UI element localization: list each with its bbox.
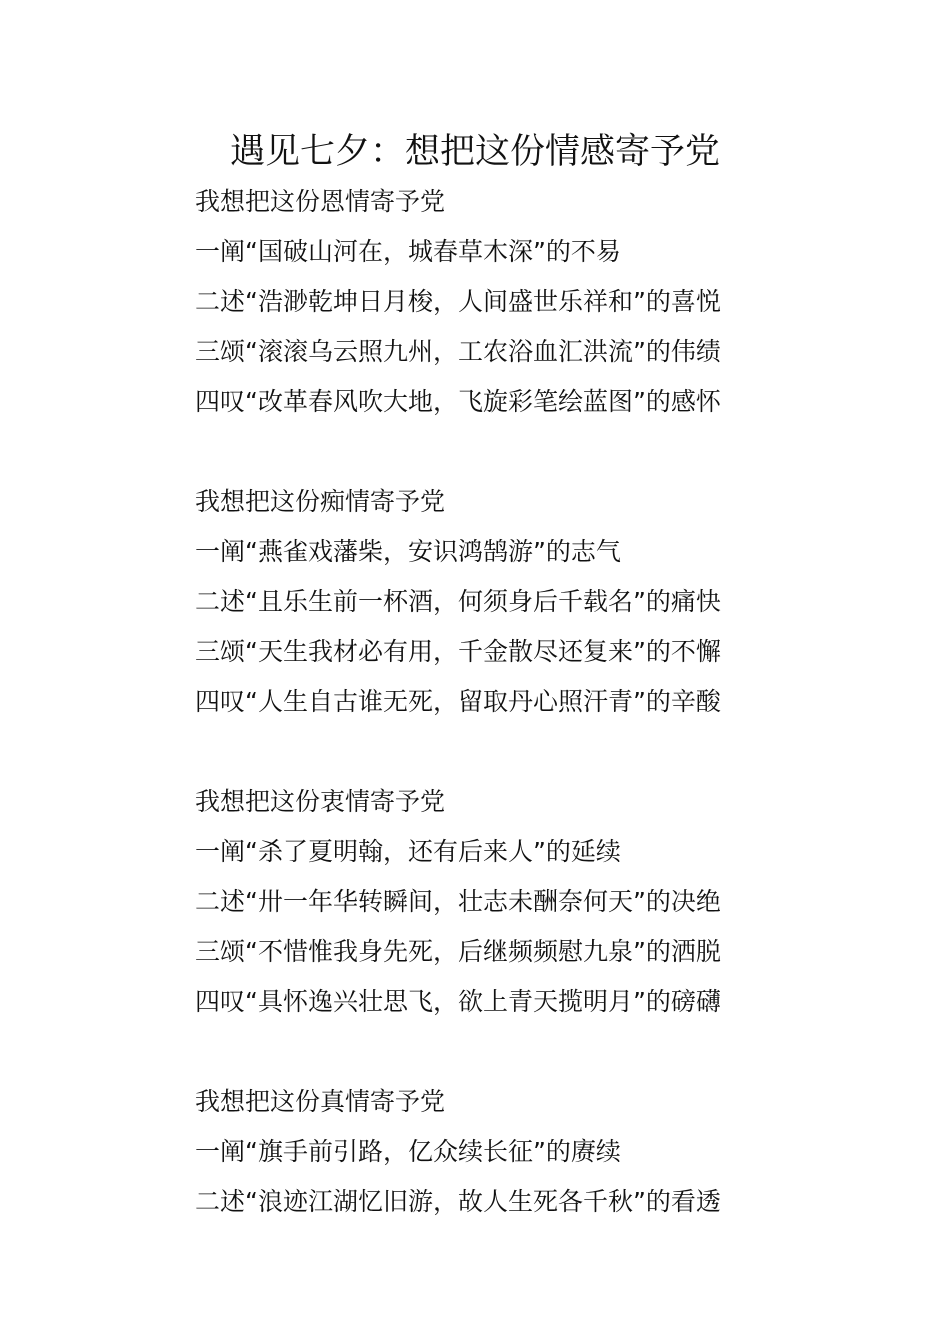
poem-line: 二述“浪迹江湖忆旧游，故人生死各千秋”的看透 — [195, 1187, 721, 1216]
section-heading: 我想把这份恩情寄予党 — [195, 187, 446, 216]
poem-line: 一阐“杀了夏明翰，还有后来人”的延续 — [195, 837, 621, 866]
poem-body — [195, 177, 815, 1277]
poem-section-3 — [195, 777, 815, 1027]
poem-line: 三颂“滚滚乌云照九州，工农浴血汇洪流”的伟绩 — [195, 337, 721, 366]
poem-line: 四叹“具怀逸兴壮思飞，欲上青天揽明月”的磅礴 — [195, 987, 721, 1016]
section-heading: 我想把这份衷情寄予党 — [195, 787, 446, 816]
document-title: 遇见七夕：想把这份情感寄予党 — [229, 132, 720, 172]
poem-line: 三颂“天生我材必有用，千金散尽还复来”的不懈 — [195, 637, 721, 666]
poem-line: 一阐“国破山河在，城春草木深”的不易 — [195, 237, 621, 266]
poem-section-1 — [195, 177, 815, 427]
poem-line: 一阐“旗手前引路，亿众续长征”的赓续 — [195, 1137, 621, 1166]
poem-section-2 — [195, 477, 815, 727]
section-heading: 我想把这份痴情寄予党 — [195, 487, 446, 516]
poem-line: 四叹“改革春风吹大地，飞旋彩笔绘蓝图”的感怀 — [195, 387, 721, 416]
section-heading: 我想把这份真情寄予党 — [195, 1087, 446, 1116]
poem-line: 四叹“人生自古谁无死，留取丹心照汗青”的辛酸 — [195, 687, 721, 716]
poem-line: 一阐“燕雀戏藩柴，安识鸿鹄游”的志气 — [195, 537, 621, 566]
poem-line: 二述“浩渺乾坤日月梭，人间盛世乐祥和”的喜悦 — [195, 287, 721, 316]
poem-line: 二述“且乐生前一杯酒，何须身后千载名”的痛快 — [195, 587, 721, 616]
poem-section-4 — [195, 1077, 815, 1227]
poem-line: 三颂“不惜惟我身先死，后继频频慰九泉”的洒脱 — [195, 937, 721, 966]
poem-line: 二述“卅一年华转瞬间，壮志未酬奈何天”的决绝 — [195, 887, 721, 916]
